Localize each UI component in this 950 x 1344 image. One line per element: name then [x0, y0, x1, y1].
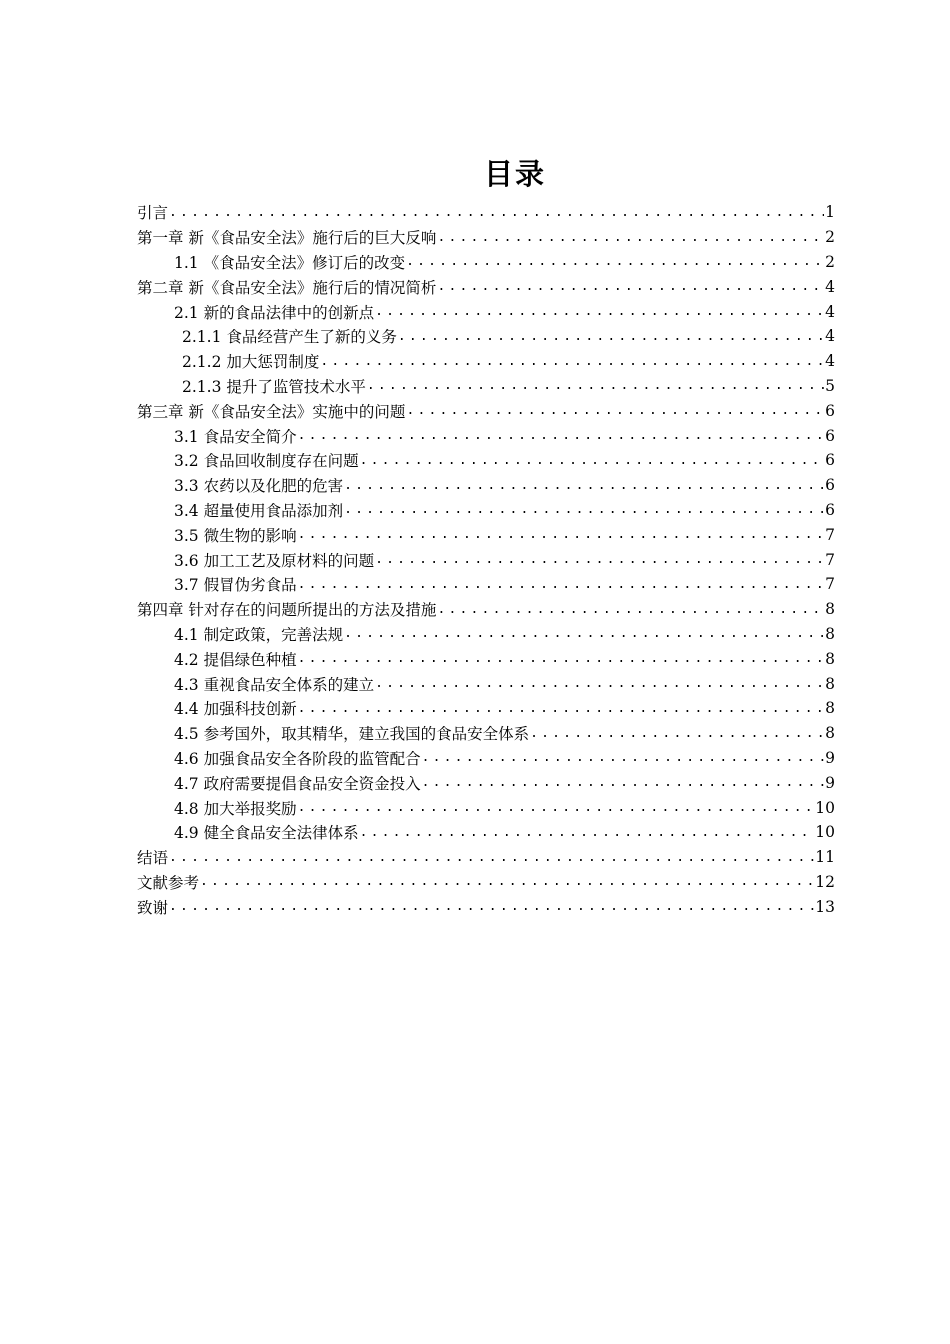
toc-entry[interactable] — [137, 250, 835, 275]
toc-entry-label: 4.1 制定政策，完善法规 — [174, 625, 344, 644]
toc-entry-page-number: 2 — [825, 228, 835, 247]
dot-leader — [298, 428, 825, 443]
toc-entry-label: 4.5 参考国外，取其精华，建立我国的食品安全体系 — [174, 725, 530, 744]
toc-entry[interactable] — [137, 522, 835, 547]
toc-entry-label: 引言 — [137, 204, 169, 223]
toc-entry[interactable] — [137, 671, 835, 696]
toc-entry-label: 4.8 加大举报奖励 — [174, 799, 297, 818]
dot-leader — [437, 230, 824, 245]
toc-entry-label: 2.1.3 提升了监管技术水平 — [182, 377, 366, 396]
toc-entry-label: 4.6 加强食品安全各阶段的监管配合 — [174, 749, 421, 768]
toc-entry[interactable] — [137, 845, 835, 870]
toc-entry-label: 第四章 针对存在的问题所提出的方法及措施 — [137, 601, 437, 620]
toc-entry-page-number: 7 — [825, 550, 835, 569]
toc-entry[interactable] — [137, 795, 835, 820]
dot-leader — [398, 329, 824, 344]
toc-entry-page-number: 4 — [825, 327, 835, 346]
toc-entry-label: 2.1.1 食品经营产生了新的义务 — [182, 328, 397, 347]
toc-entry-label: 3.7 假冒伪劣食品 — [174, 576, 297, 595]
toc-entry-label: 4.9 健全食品安全法律体系 — [174, 824, 359, 843]
toc-entry-label: 3.1 食品安全简介 — [174, 427, 297, 446]
toc-entry-label: 4.2 提倡绿色种植 — [174, 650, 297, 669]
toc-entry[interactable] — [137, 622, 835, 647]
toc-entry-label: 第二章 新《食品安全法》施行后的情况简析 — [137, 278, 437, 297]
toc-entry[interactable] — [137, 200, 835, 225]
toc-entry[interactable] — [137, 820, 835, 845]
toc-entry-page-number: 8 — [825, 624, 835, 643]
toc-entry-label: 4.3 重视食品安全体系的建立 — [174, 675, 375, 694]
toc-entry-page-number: 7 — [825, 525, 835, 544]
toc-entry-page-number: 6 — [825, 500, 835, 519]
dot-leader — [298, 701, 825, 716]
toc-entry-page-number: 2 — [825, 252, 835, 271]
toc-entry[interactable] — [137, 547, 835, 572]
toc-entry-page-number: 4 — [825, 352, 835, 371]
toc-entry[interactable] — [137, 746, 835, 771]
toc-entry-label: 第三章 新《食品安全法》实施中的问题 — [137, 402, 406, 421]
page-title: 目录 — [483, 157, 546, 191]
dot-leader — [320, 354, 824, 369]
dot-leader — [200, 874, 814, 889]
toc-entry-page-number: 10 — [815, 798, 835, 817]
toc-entry[interactable] — [137, 274, 835, 299]
toc-entry-label: 4.4 加强科技创新 — [174, 700, 297, 719]
dot-leader — [298, 800, 815, 815]
toc-entry-page-number: 11 — [815, 848, 835, 867]
toc-entry-page-number: 12 — [815, 872, 835, 891]
dot-leader — [375, 552, 824, 567]
dot-leader — [344, 478, 824, 493]
toc-entry[interactable] — [137, 349, 835, 374]
toc-entry[interactable] — [137, 398, 835, 423]
toc-entry-page-number: 6 — [825, 451, 835, 470]
toc-entry[interactable] — [137, 473, 835, 498]
toc-entry[interactable] — [137, 770, 835, 795]
toc-entry-label: 3.6 加工工艺及原材料的问题 — [174, 551, 375, 570]
toc-entry-page-number: 8 — [825, 600, 835, 619]
dot-leader — [367, 378, 824, 393]
dot-leader — [169, 205, 824, 220]
toc-entry-page-number: 13 — [815, 897, 835, 916]
toc-entry[interactable] — [137, 870, 835, 895]
dot-leader — [375, 676, 824, 691]
toc-entry-label: 致谢 — [137, 898, 169, 917]
dot-leader — [169, 899, 814, 914]
toc-entry[interactable] — [137, 423, 835, 448]
toc-entry-page-number: 4 — [825, 277, 835, 296]
dot-leader — [298, 577, 825, 592]
dot-leader — [422, 750, 825, 765]
dot-leader — [437, 279, 824, 294]
toc-entry-page-number: 8 — [825, 724, 835, 743]
toc-entry[interactable] — [137, 597, 835, 622]
dot-leader — [298, 527, 825, 542]
toc-entry-page-number: 7 — [825, 575, 835, 594]
toc-entry[interactable] — [137, 721, 835, 746]
dot-leader — [344, 626, 824, 641]
toc-entry[interactable] — [137, 374, 835, 399]
toc-entry-label: 1.1 《食品安全法》修订后的改变 — [174, 253, 406, 272]
dot-leader — [344, 502, 824, 517]
toc-entry-page-number: 9 — [825, 773, 835, 792]
toc-entry-label: 结语 — [137, 849, 169, 868]
toc-entry-label: 文献参考 — [137, 873, 200, 892]
toc-entry[interactable] — [137, 299, 835, 324]
toc-entry[interactable] — [137, 696, 835, 721]
toc-entry-page-number: 6 — [825, 426, 835, 445]
dot-leader — [422, 775, 825, 790]
toc-entry-page-number: 5 — [825, 376, 835, 395]
toc-entry-page-number: 10 — [815, 823, 835, 842]
toc-entry-page-number: 8 — [825, 674, 835, 693]
dot-leader — [298, 651, 825, 666]
toc-entry-label: 第一章 新《食品安全法》施行后的巨大反响 — [137, 229, 437, 248]
dot-leader — [360, 825, 815, 840]
dot-leader — [169, 850, 814, 865]
toc-entry[interactable] — [137, 498, 835, 523]
toc-entry-page-number: 8 — [825, 649, 835, 668]
toc-entry-page-number: 9 — [825, 748, 835, 767]
toc-entry-label: 3.3 农药以及化肥的危害 — [174, 477, 344, 496]
toc-entry-page-number: 1 — [825, 203, 835, 222]
toc-entry-label: 4.7 政府需要提倡食品安全资金投入 — [174, 774, 421, 793]
dot-leader — [437, 602, 824, 617]
toc-entry-label: 2.1.2 加大惩罚制度 — [182, 353, 320, 372]
toc-entry-label: 2.1 新的食品法律中的创新点 — [174, 303, 375, 322]
toc-entry-page-number: 6 — [825, 401, 835, 420]
dot-leader — [530, 726, 824, 741]
table-of-contents — [137, 200, 835, 919]
dot-leader — [375, 304, 824, 319]
toc-entry[interactable] — [137, 894, 835, 919]
toc-entry-label: 3.5 微生物的影响 — [174, 526, 297, 545]
toc-entry-label: 3.2 食品回收制度存在问题 — [174, 452, 359, 471]
dot-leader — [360, 453, 825, 468]
toc-entry[interactable] — [137, 646, 835, 671]
dot-leader — [406, 403, 824, 418]
toc-entry-page-number: 8 — [825, 699, 835, 718]
toc-entry[interactable] — [137, 324, 835, 349]
toc-entry-page-number: 6 — [825, 476, 835, 495]
toc-entry-page-number: 4 — [825, 302, 835, 321]
dot-leader — [406, 254, 824, 269]
toc-entry-label: 3.4 超量使用食品添加剂 — [174, 501, 344, 520]
toc-entry[interactable] — [137, 572, 835, 597]
toc-entry[interactable] — [137, 225, 835, 250]
toc-entry[interactable] — [137, 448, 835, 473]
